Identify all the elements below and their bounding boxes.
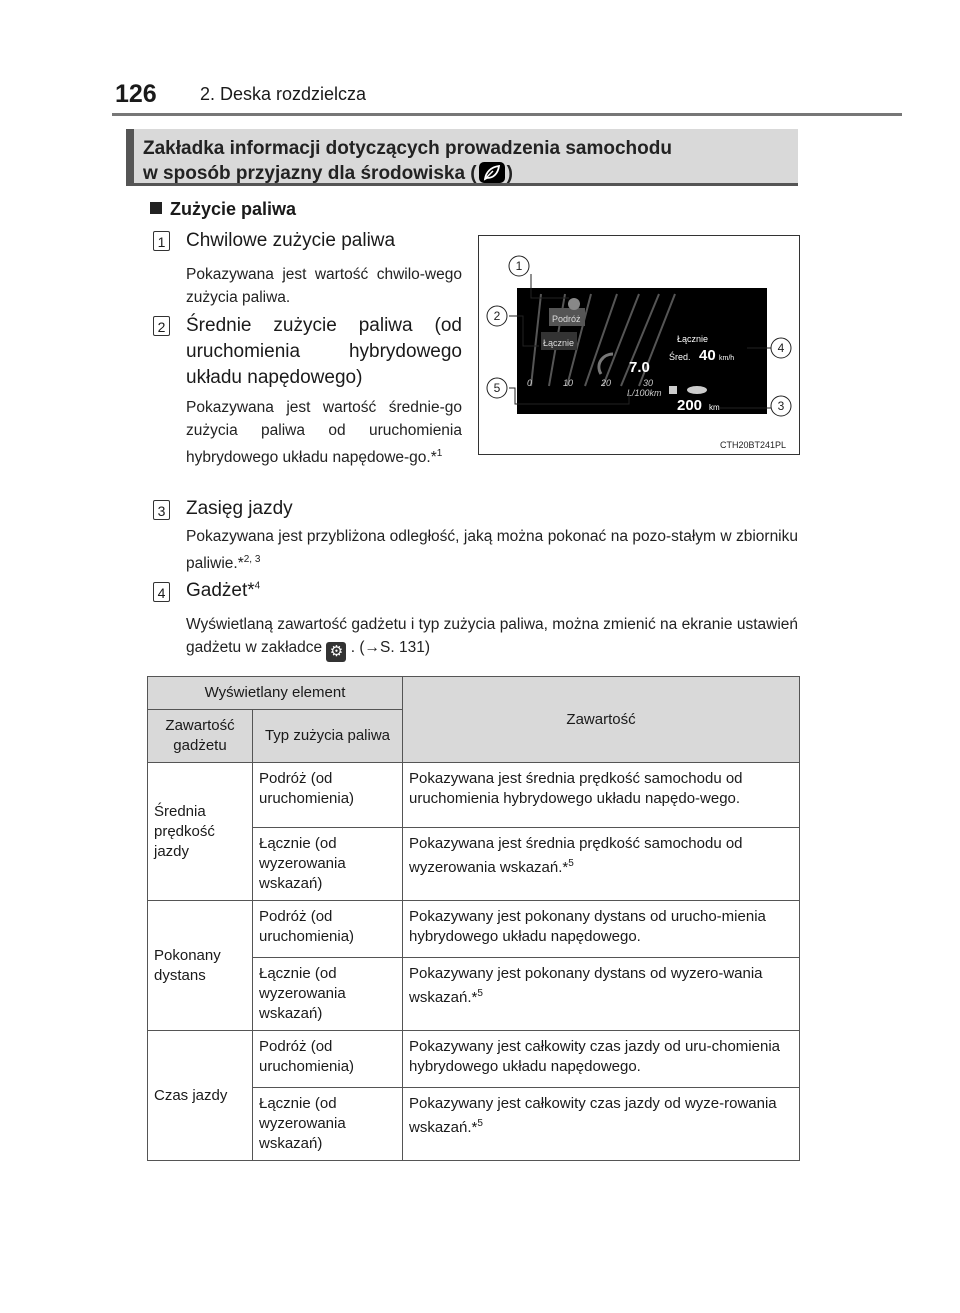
item-title-1: Chwilowe zużycie paliwa bbox=[186, 230, 396, 251]
row-type: Łącznie (od wyzerowania wskazań) bbox=[253, 958, 403, 1031]
fig-tick-0: 0 bbox=[527, 378, 533, 388]
section-heading-line2-close: ) bbox=[506, 163, 513, 184]
row-type: Podróż (od uruchomienia) bbox=[253, 901, 403, 958]
fig-speed-unit: km/h bbox=[719, 355, 735, 362]
section-heading bbox=[143, 136, 672, 186]
fig-label-avg: Śred. bbox=[669, 352, 691, 362]
row-content bbox=[403, 828, 800, 901]
eco-leaf-icon bbox=[479, 162, 505, 183]
callout-4: 4 bbox=[777, 341, 785, 355]
item-desc-3-text: Pokazywana jest przybliżona odległość, jaką można pokonać na pozo-stałym w zbiorniku paliwie.* bbox=[186, 528, 798, 573]
item-number-4: 4 bbox=[153, 582, 170, 602]
item-desc-4 bbox=[186, 613, 798, 662]
row-type: Podróż (od uruchomienia) bbox=[253, 763, 403, 828]
table-row bbox=[148, 1031, 800, 1088]
footnote-ref: 5 bbox=[568, 858, 574, 869]
instrument-figure bbox=[478, 235, 800, 455]
item-desc-4-ref: . (→S. 131) bbox=[346, 639, 431, 656]
fig-range: 200 bbox=[677, 397, 703, 414]
fig-unit: L/100km bbox=[627, 388, 662, 398]
row-content: Pokazywany jest całkowity czas jazdy od uru-chomienia hybrydowego układu napędowego. bbox=[403, 1031, 800, 1088]
callout-5: 5 bbox=[493, 381, 501, 395]
footnote-ref: 1 bbox=[436, 448, 443, 459]
fig-value: 7.0 bbox=[629, 359, 650, 376]
item-number-3: 3 bbox=[153, 500, 170, 520]
row-content: Pokazywany jest pokonany dystans od urucho-mienia hybrydowego układu napędowego. bbox=[403, 901, 800, 958]
item-title-4-text: Gadżet* bbox=[186, 580, 255, 601]
section-heading-line2 bbox=[143, 161, 672, 186]
subheading bbox=[150, 199, 296, 220]
row-content bbox=[403, 1088, 800, 1161]
item-title-4 bbox=[186, 580, 260, 602]
fig-tick-10: 10 bbox=[563, 378, 574, 388]
fig-tick-20: 20 bbox=[601, 378, 612, 388]
section-heading-line1: Zakładka informacji dotyczących prowadzenia samochodu bbox=[143, 138, 672, 159]
fig-label-trip: Podróż bbox=[552, 314, 581, 324]
row-content-text: Pokazywana jest średnia prędkość samochodu od wyzerowania wskazań.* bbox=[409, 835, 743, 876]
section-heading-line2-text: w sposób przyjazny dla środowiska ( bbox=[143, 163, 477, 184]
square-bullet-icon bbox=[150, 202, 162, 214]
footnote-ref: 4 bbox=[254, 580, 261, 592]
th-element: Wyświetlany element bbox=[148, 677, 403, 710]
group-name: Czas jazdy bbox=[148, 1031, 253, 1161]
table-row bbox=[148, 901, 800, 958]
item-number-1: 1 bbox=[153, 231, 170, 251]
header-rule bbox=[112, 113, 902, 116]
row-content: Pokazywana jest średnia prędkość samochodu od uruchomienia hybrydowego układu napędo-wego. bbox=[403, 763, 800, 828]
footnote-ref: 5 bbox=[477, 1118, 483, 1129]
fig-label-total2: Łącznie bbox=[677, 334, 709, 344]
th-content: Zawartość bbox=[403, 677, 800, 763]
callout-3: 3 bbox=[777, 399, 785, 413]
fuel-pump-icon bbox=[669, 386, 677, 394]
item-desc-2-text: Pokazywana jest wartość średnie-go zużycia paliwa od uruchomienia hybrydowego układu napędowe-go.* bbox=[186, 399, 462, 467]
page-number: 126 bbox=[115, 80, 157, 108]
row-type: Podróż (od uruchomienia) bbox=[253, 1031, 403, 1088]
group-name: Średnia prędkość jazdy bbox=[148, 763, 253, 901]
gear-icon: ⚙ bbox=[326, 642, 346, 662]
fig-range-unit: km bbox=[709, 403, 720, 412]
table-row bbox=[148, 763, 800, 828]
figure-code: CTH20BT241PL bbox=[720, 440, 787, 450]
item-desc-3 bbox=[186, 525, 798, 575]
fig-label-total: Łącznie bbox=[543, 338, 575, 348]
car-icon bbox=[687, 386, 707, 394]
chapter-title: 2. Deska rozdzielcza bbox=[200, 84, 367, 104]
item-desc-2 bbox=[186, 396, 462, 469]
th-type: Typ zużycia paliwa bbox=[253, 710, 403, 763]
info-table bbox=[147, 676, 800, 1161]
instrument-display bbox=[479, 236, 799, 454]
row-type: Łącznie (od wyzerowania wskazań) bbox=[253, 1088, 403, 1161]
item-number-2: 2 bbox=[153, 316, 170, 336]
fig-tick-30: 30 bbox=[643, 378, 654, 388]
item-title-3: Zasięg jazdy bbox=[186, 498, 293, 519]
row-content-text: Pokazywany jest całkowity czas jazdy od wyze-rowania wskazań.* bbox=[409, 1095, 777, 1136]
row-content-text: Pokazywany jest pokonany dystans od wyzero-wania wskazań.* bbox=[409, 965, 763, 1006]
row-type: Łącznie (od wyzerowania wskazań) bbox=[253, 828, 403, 901]
footnote-ref: 2, 3 bbox=[243, 554, 261, 565]
item-desc-4-text: Wyświetlaną zawartość gadżetu i typ zużycia paliwa, można zmienić na ekranie ustawień gadżetu w zakładce bbox=[186, 616, 798, 656]
item-desc-1: Pokazywana jest wartość chwilo-wego zużycia paliwa. bbox=[186, 266, 462, 306]
th-gadget: Zawartość gadżetu bbox=[148, 710, 253, 763]
subheading-text: Zużycie paliwa bbox=[170, 199, 297, 219]
row-content bbox=[403, 958, 800, 1031]
fig-speed: 40 bbox=[699, 347, 716, 364]
footnote-ref: 5 bbox=[477, 988, 483, 999]
item-title-2: Średnie zużycie paliwa (od uruchomienia hybrydowego układu napędowego) bbox=[186, 315, 462, 388]
callout-1: 1 bbox=[515, 259, 523, 273]
group-name: Pokonany dystans bbox=[148, 901, 253, 1031]
callout-2: 2 bbox=[493, 309, 501, 323]
